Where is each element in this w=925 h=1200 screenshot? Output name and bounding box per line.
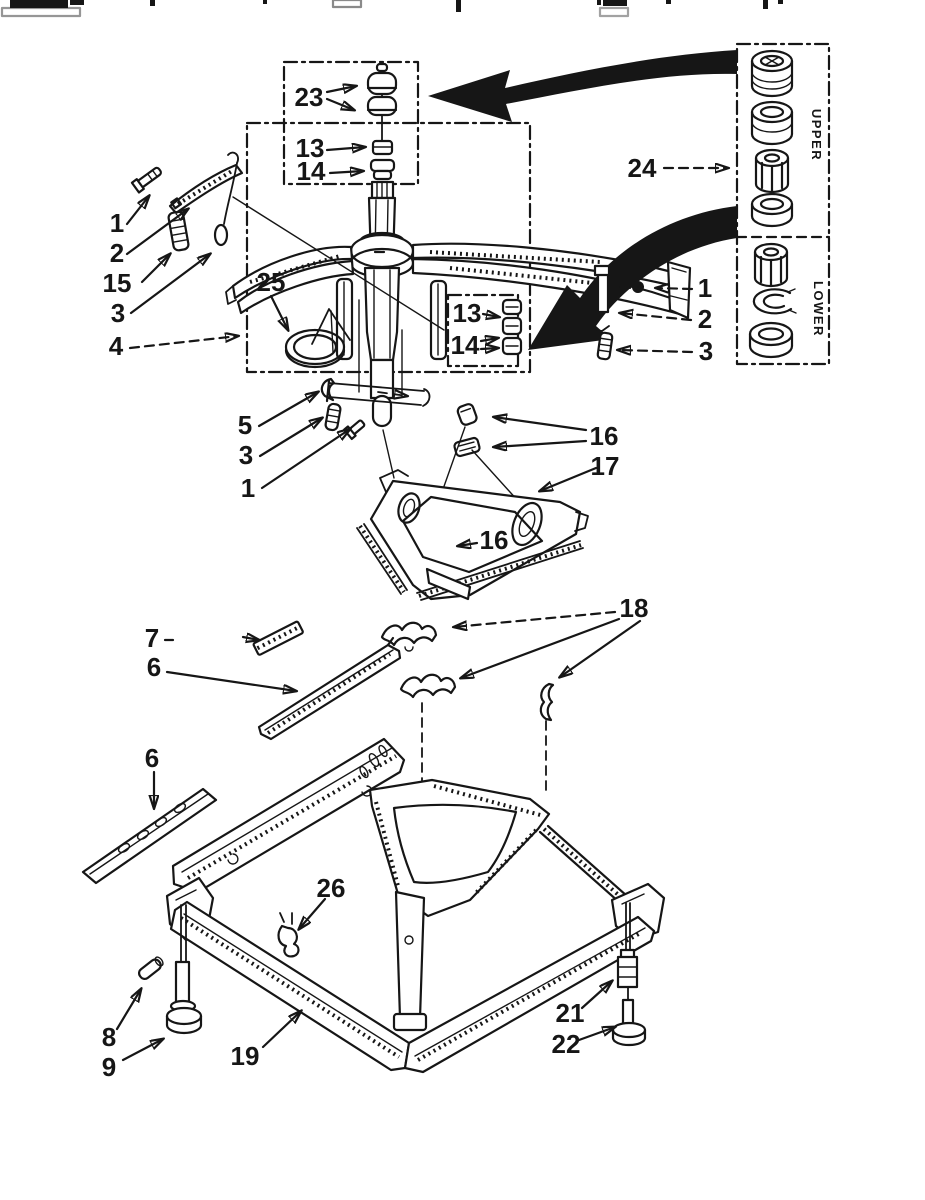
- callout-18: 18: [619, 593, 649, 623]
- callout-19: 19: [230, 1041, 260, 1071]
- callout-2-left: 2: [109, 238, 125, 268]
- leg-cap-8: [137, 956, 165, 981]
- callout-1-right: 1: [697, 273, 713, 303]
- callout-7: 7: [144, 623, 160, 653]
- suspension-plate-17: [357, 470, 588, 600]
- callout-3-right: 3: [698, 336, 714, 366]
- callout-21: 21: [555, 998, 585, 1028]
- callout-22: 22: [551, 1029, 581, 1059]
- callout-3-mid: 3: [238, 440, 254, 470]
- small-spring: [597, 332, 613, 359]
- screw-washer: [632, 281, 644, 293]
- page-edge-artifacts: [2, 0, 783, 16]
- callout-9: 9: [101, 1052, 117, 1082]
- splined-collar: [372, 182, 393, 198]
- callout-13-top: 13: [295, 133, 325, 163]
- callout-15: 15: [102, 268, 132, 298]
- hanger-strap: [598, 272, 608, 312]
- kit-upper-parts: [752, 51, 792, 226]
- mount-screw: [132, 165, 163, 192]
- callout-25: 25: [256, 267, 286, 297]
- clamp-18-b: [401, 675, 455, 697]
- callout-24: 24: [627, 153, 657, 183]
- gearcase-housing: [365, 268, 399, 360]
- front-right-rim: [405, 917, 654, 1072]
- callout-6-lower: 6: [144, 743, 160, 773]
- clip-26: [279, 913, 299, 956]
- shaft-nut-13: [373, 141, 392, 154]
- callout-6-upper: 6: [146, 652, 162, 682]
- kit-lower-parts: [750, 244, 796, 357]
- bracket-18-c: [541, 684, 553, 720]
- kit-lower-label: LOWER: [811, 281, 826, 337]
- shaft-nut-14: [371, 160, 394, 179]
- callout-16-inner: 16: [479, 525, 509, 555]
- callout-13-box: 13: [452, 298, 482, 328]
- callout-4: 4: [108, 331, 124, 361]
- callout-17: 17: [590, 451, 620, 481]
- bearing-kit-panel: [737, 44, 829, 364]
- callout-16: 16: [589, 421, 619, 451]
- center-post: [394, 892, 426, 1030]
- kit-upper-label: UPPER: [809, 108, 824, 162]
- callout-5: 5: [237, 410, 253, 440]
- bolt-1: [344, 417, 366, 438]
- roll-pin-3: [325, 403, 341, 431]
- back-rail: [173, 739, 404, 892]
- callout-14-box: 14: [450, 330, 480, 360]
- cap-nuts-23: [368, 73, 396, 115]
- callout-1-left: 1: [109, 208, 125, 238]
- kit-arrow-upper: [428, 50, 737, 122]
- agitator-shaft-assembly: [368, 64, 396, 260]
- callout-3-left: 3: [110, 298, 126, 328]
- callout-23: 23: [294, 82, 324, 112]
- callout-26: 26: [316, 873, 346, 903]
- callout-14-top: 14: [296, 156, 326, 186]
- callout-8: 8: [101, 1022, 117, 1052]
- rail-7: [253, 621, 303, 655]
- boxed-nut-stack: [503, 300, 521, 354]
- callout-2-right: 2: [697, 304, 713, 334]
- callout-1-mid: 1: [240, 473, 256, 503]
- base-frame-19: [137, 739, 664, 1072]
